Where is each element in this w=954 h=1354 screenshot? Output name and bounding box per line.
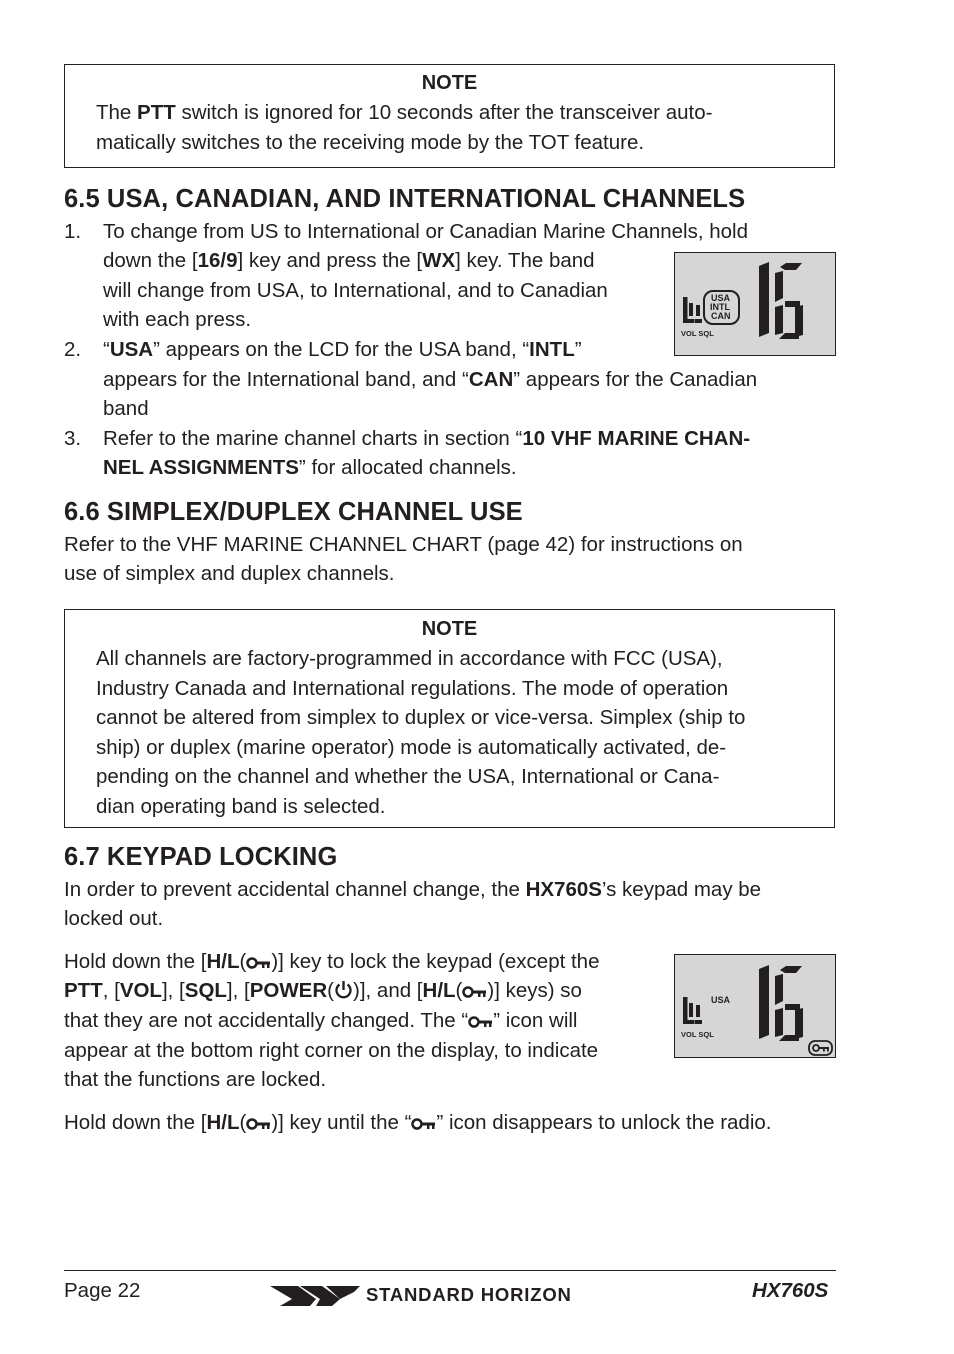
lcd-meter-label: VOL SQL bbox=[681, 329, 714, 338]
paragraph-lock-line-3: that they are not accidentally changed. The “ ” icon will bbox=[64, 1009, 578, 1032]
list-item-1-line-3: will change from USA, to International, and to Canadian bbox=[103, 279, 608, 302]
list-item-3-line-1: Refer to the marine channel charts in section “10 VHF MARINE CHAN- bbox=[103, 427, 751, 450]
lcd-display-band bbox=[674, 252, 836, 356]
list-item-2-line-3: band bbox=[103, 397, 149, 420]
paragraph-lock-line-2: PTT, [VOL], [SQL], [POWER( )], and [H/L( )] keys) so bbox=[64, 979, 582, 1002]
key-lock-icon bbox=[246, 1117, 271, 1131]
list-item-1-line-1: To change from US to International or Canadian Marine Channels, hold bbox=[103, 220, 748, 243]
section-heading-6-5: 6.5 USA, CANADIAN, AND INTERNATIONAL CHANNELS bbox=[64, 185, 746, 213]
key-lock-icon bbox=[462, 985, 487, 999]
lcd-band-intl: INTL bbox=[710, 302, 730, 312]
paragraph-lock-line-4: appear at the bottom right corner on the display, to indicate bbox=[64, 1039, 599, 1062]
key-lock-icon bbox=[468, 1015, 493, 1029]
power-icon bbox=[334, 980, 353, 999]
footer-rule bbox=[64, 1270, 836, 1271]
model-name: HX760S bbox=[752, 1279, 829, 1302]
key-lock-icon bbox=[411, 1117, 436, 1131]
note-title: NOTE bbox=[421, 618, 478, 640]
brand-logo-icon bbox=[270, 1282, 362, 1310]
section-heading-6-7: 6.7 KEYPAD LOCKING bbox=[64, 843, 338, 871]
brand-name: STANDARD HORIZON bbox=[366, 1284, 572, 1305]
page-number: Page 22 bbox=[64, 1279, 141, 1302]
note-title: NOTE bbox=[421, 72, 478, 94]
list-number-3: 3. bbox=[64, 427, 82, 450]
note-box-tot bbox=[64, 64, 835, 168]
lcd-band-can: CAN bbox=[711, 311, 731, 321]
lcd-band-usa: USA bbox=[711, 995, 731, 1005]
list-number-1: 1. bbox=[64, 220, 82, 243]
paragraph-simplex-line-1: Refer to the VHF MARINE CHANNEL CHART (page 42) for instructions on bbox=[64, 533, 743, 556]
list-item-1-line-4: with each press. bbox=[103, 308, 252, 331]
key-lock-icon bbox=[246, 956, 271, 970]
section-heading-6-6: 6.6 SIMPLEX/DUPLEX CHANNEL USE bbox=[64, 498, 523, 526]
lcd-display-locked bbox=[674, 954, 836, 1058]
list-item-3-line-2: NEL ASSIGNMENTS” for allocated channels. bbox=[103, 456, 517, 479]
note-body: All channels are factory-programmed in accordance with FCC (USA), Industry Canada and International regulations. The mode of operation cannot be altered from simplex to duplex or vice-versa. Simplex (ship to ship) or duplex (marine operator) mode is automatically activated, de- pending on the channel and whether the USA, International or Cana- dian operating band is selected. bbox=[96, 647, 746, 818]
lcd-meter-label: VOL SQL bbox=[681, 1030, 714, 1039]
paragraph-lock-intro-line-1: In order to prevent accidental channel change, the HX760S’s keypad may be bbox=[64, 878, 762, 901]
list-item-2-line-2: appears for the International band, and “CAN” appears for the Canadian bbox=[103, 368, 758, 391]
note-body: The PTT switch is ignored for 10 seconds after the transceiver auto- matically switches to the receiving mode by the TOT feature. bbox=[96, 101, 713, 154]
list-item-1-line-2: down the [16/9] key and press the [WX] key. The band bbox=[103, 249, 595, 272]
paragraph-unlock: Hold down the [H/L( )] key until the “ ” icon disappears to unlock the radio. bbox=[64, 1111, 772, 1134]
paragraph-lock-intro-line-2: locked out. bbox=[64, 907, 164, 930]
lcd-lock-icon bbox=[809, 1041, 832, 1055]
paragraph-lock-line-5: that the functions are locked. bbox=[64, 1068, 327, 1091]
list-number-2: 2. bbox=[64, 338, 82, 361]
list-item-2-line-1: “USA” appears on the LCD for the USA band, “INTL” bbox=[103, 338, 582, 361]
note-box-channels bbox=[64, 609, 835, 828]
paragraph-simplex-line-2: use of simplex and duplex channels. bbox=[64, 562, 395, 585]
paragraph-lock-line-1: Hold down the [H/L( )] key to lock the keypad (except the bbox=[64, 950, 600, 973]
lcd-bar-meter-icon bbox=[675, 253, 834, 354]
lcd-bar-meter-icon bbox=[675, 955, 834, 1056]
lcd-band-usa: USA bbox=[711, 293, 731, 303]
